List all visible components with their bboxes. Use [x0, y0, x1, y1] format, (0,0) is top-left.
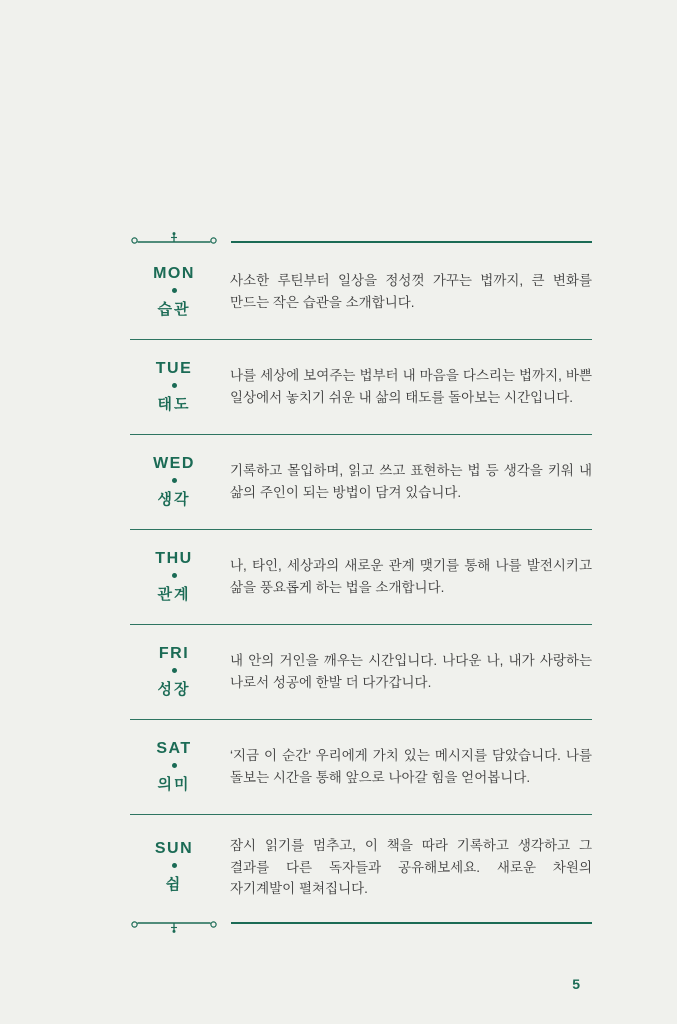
day-label: FRI	[158, 645, 190, 662]
day-label: SUN	[154, 840, 194, 858]
day-description: 잠시 읽기를 멈추고, 이 책을 따라 기록하고 생각하고 그 결과를 다른 독자들과 공유해보세요. 새로운 차원의 자기계발이 펼쳐집니다.	[230, 838, 592, 897]
table-row	[130, 530, 592, 625]
bottom-ornamental-rule	[130, 920, 592, 934]
day-description: 사소한 루틴부터 일상을 정성껏 가꾸는 법까지, 큰 변화를 만드는 작은 습관을 소개합니다.	[230, 273, 592, 310]
day-block	[130, 645, 218, 699]
day-label: WED	[153, 455, 195, 472]
day-block	[130, 265, 218, 319]
day-block	[130, 840, 218, 894]
day-keyword: 의미	[157, 776, 191, 793]
table-row	[130, 720, 592, 815]
day-separator-dot-icon	[172, 383, 177, 388]
flourish-ornament-icon	[130, 231, 218, 245]
day-separator-dot-icon	[172, 668, 177, 673]
table-row	[130, 245, 592, 340]
table-row	[130, 815, 592, 920]
day-label: MON	[153, 265, 195, 282]
day-keyword: 생각	[157, 491, 191, 508]
day-block	[130, 360, 218, 414]
day-label: SAT	[156, 740, 192, 757]
day-block	[130, 740, 218, 794]
top-ornamental-rule	[130, 231, 592, 245]
day-keyword: 관계	[157, 586, 191, 603]
table-row	[130, 340, 592, 435]
day-description: 기록하고 몰입하며, 읽고 쓰고 표현하는 법 등 생각을 키워 내 삶의 주인이 되는 방법이 담겨 있습니다.	[230, 463, 592, 500]
bottom-rule-line	[231, 922, 592, 924]
day-separator-dot-icon	[172, 763, 177, 768]
day-description: 내 안의 거인을 깨우는 시간입니다. 나다운 나, 내가 사랑하는 나로서 성공에 한발 더 다가갑니다.	[230, 653, 592, 690]
top-rule-line	[231, 241, 592, 243]
day-keyword: 쉼	[165, 876, 183, 894]
day-block	[130, 455, 218, 509]
day-separator-dot-icon	[172, 573, 177, 578]
day-separator-dot-icon	[172, 288, 177, 293]
day-label: TUE	[155, 360, 193, 377]
table-row	[130, 435, 592, 530]
flourish-ornament-mirrored-icon	[130, 920, 218, 934]
day-description: 나를 세상에 보여주는 법부터 내 마음을 다스리는 법까지, 바쁜 일상에서 놓치기 쉬운 내 삶의 태도를 돌아보는 시간입니다.	[230, 368, 592, 405]
day-separator-dot-icon	[172, 478, 177, 483]
day-separator-dot-icon	[172, 863, 177, 868]
table-row	[130, 625, 592, 720]
day-keyword: 습관	[157, 301, 191, 318]
schedule-table	[130, 245, 592, 920]
page-number: 5	[572, 975, 580, 992]
day-description: 나, 타인, 세상과의 새로운 관계 맺기를 통해 나를 발전시키고 삶을 풍요롭게 하는 법을 소개합니다.	[230, 558, 592, 595]
day-block	[130, 550, 218, 604]
day-description: ‘지금 이 순간’ 우리에게 가치 있는 메시지를 담았습니다. 나를 돌보는 시간을 통해 앞으로 나아갈 힘을 얻어봅니다.	[230, 748, 592, 785]
day-keyword: 태도	[157, 396, 191, 413]
day-keyword: 성장	[157, 681, 191, 698]
book-page	[130, 231, 592, 992]
day-label: THU	[155, 550, 193, 567]
